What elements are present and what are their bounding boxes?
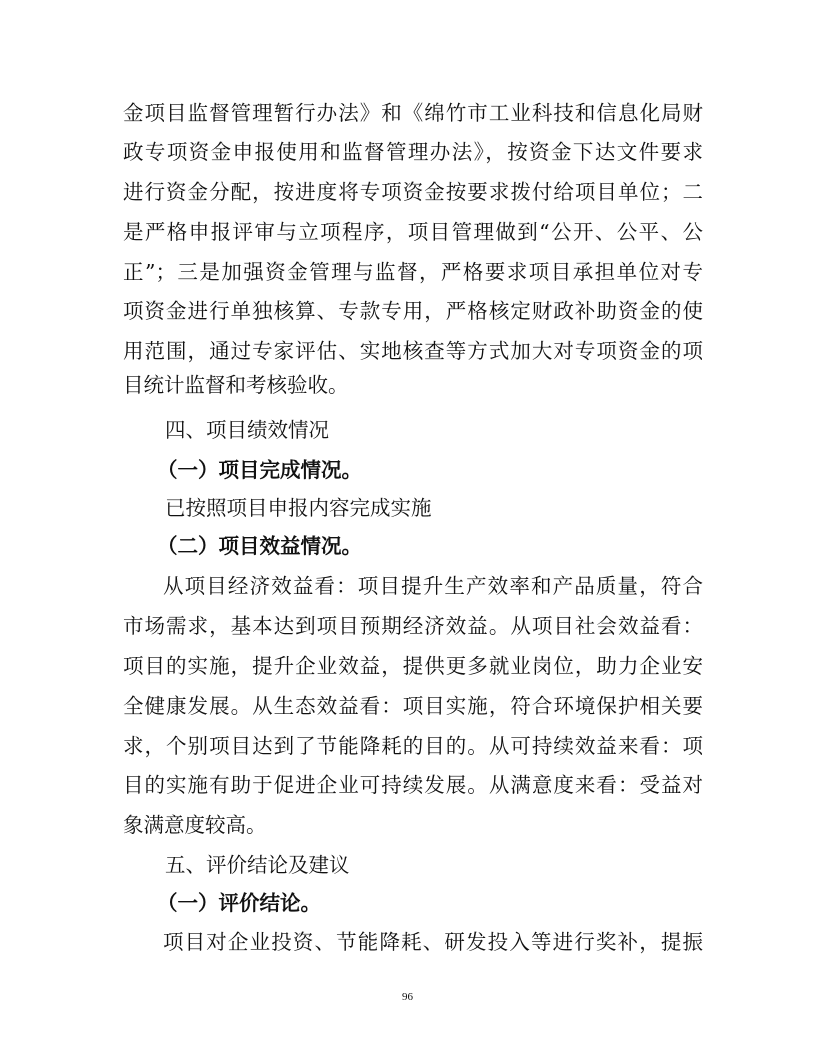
paragraph-line: 项资金进行单独核算、专款专用，严格核定财政补助资金的使 — [123, 299, 703, 323]
section-heading: 四、项目绩效情况 — [165, 418, 329, 442]
paragraph-line: 进行资金分配，按进度将专项资金按要求拨付给项目单位；二 — [123, 180, 703, 204]
paragraph-line: 目统计监督和考核验收。 — [123, 373, 349, 397]
paragraph-line: 目的实施有助于促进企业可持续发展。从满意度来看：受益对 — [123, 773, 703, 797]
paragraph-line: 是严格申报评审与立项程序，项目管理做到“公开、公平、公 — [123, 220, 703, 244]
paragraph-line: 象满意度较高。 — [123, 813, 267, 837]
subsection-heading: （一）评价结论。 — [157, 891, 321, 915]
paragraph-line: 从项目经济效益看：项目提升生产效率和产品质量，符合 — [163, 574, 703, 598]
paragraph-line: 已按照项目申报内容完成实施 — [165, 496, 432, 520]
subsection-heading: （二）项目效益情况。 — [157, 534, 362, 558]
paragraph-line: 政专项资金申报使用和监督管理办法》，按资金下达文件要求 — [123, 140, 703, 164]
paragraph-line: 求，个别项目达到了节能降耗的目的。从可持续效益来看：项 — [123, 734, 703, 758]
paragraph-line: 项目对企业投资、节能降耗、研发投入等进行奖补，提振 — [163, 930, 703, 954]
paragraph-line: 市场需求，基本达到项目预期经济效益。从项目社会效益看： — [123, 614, 703, 638]
paragraph-line: 全健康发展。从生态效益看：项目实施，符合环境保护相关要 — [123, 694, 703, 718]
paragraph-line: 项目的实施，提升企业效益，提供更多就业岗位，助力企业安 — [123, 654, 703, 678]
subsection-heading: （一）项目完成情况。 — [157, 458, 362, 482]
section-heading: 五、评价结论及建议 — [165, 853, 350, 877]
page-number: 96 — [402, 991, 413, 1003]
paragraph-line: 用范围，通过专家评估、实地核查等方式加大对专项资金的项 — [123, 339, 703, 363]
paragraph-line: 金项目监督管理暂行办法》和《绵竹市工业科技和信息化局财 — [123, 101, 703, 125]
paragraph-line: 正”；三是加强资金管理与监督，严格要求项目承担单位对专 — [123, 260, 703, 284]
